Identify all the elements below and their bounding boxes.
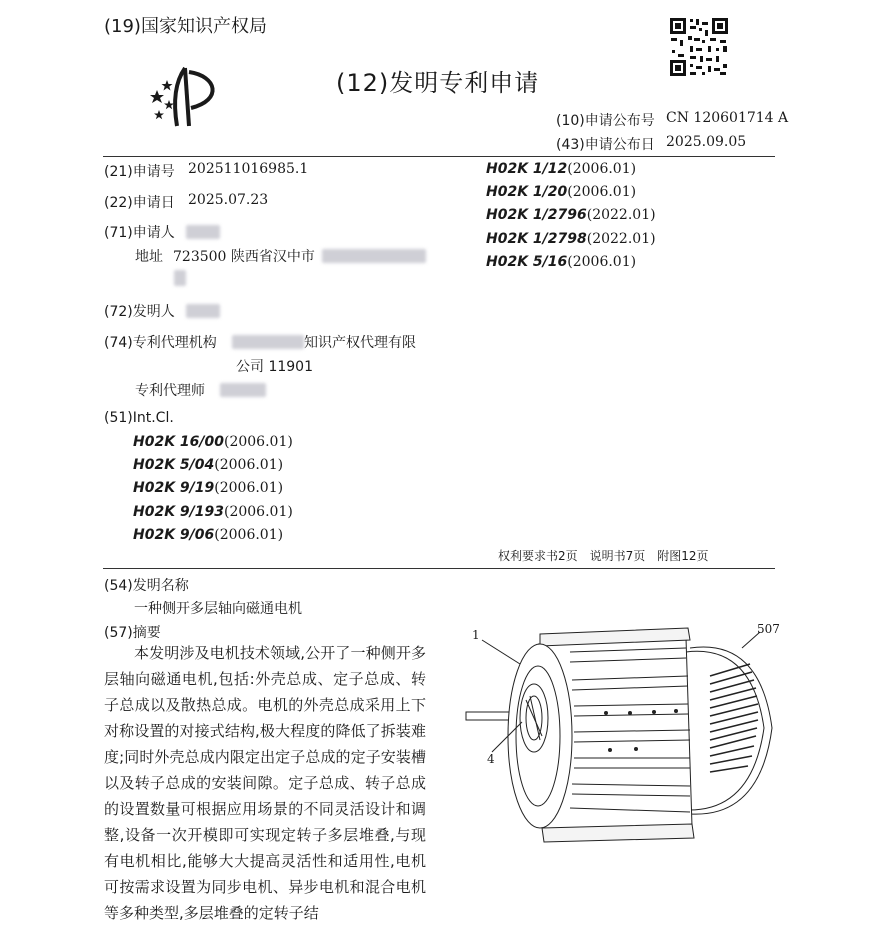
inventor-label: (72)发明人 — [104, 304, 175, 320]
office-name: (19)国家知识产权局 — [104, 16, 267, 37]
agency-suffix: 知识产权代理有限 — [304, 335, 416, 351]
redacted-agent — [220, 383, 266, 397]
header-divider — [103, 156, 775, 157]
cnipa-logo — [145, 62, 227, 132]
applicant-label: (71)申请人 — [104, 225, 175, 241]
redacted-address — [322, 249, 426, 263]
address-label: 地址 — [135, 249, 163, 265]
pub-date-value: 2025.09.05 — [666, 134, 747, 150]
ipc-left-5: H02K 9/06(2006.01) — [133, 527, 284, 543]
ipc-right-2: H02K 1/20(2006.01) — [486, 184, 637, 200]
ipc-right-5: H02K 5/16(2006.01) — [486, 254, 637, 270]
ipc-left-2: H02K 5/04(2006.01) — [133, 457, 284, 473]
ipc-right-4: H02K 1/2798(2022.01) — [486, 231, 656, 247]
ipc-right-1: H02K 1/12(2006.01) — [486, 161, 637, 177]
redacted-applicant — [186, 225, 220, 239]
ref-label-507: 507 — [757, 622, 780, 636]
abstract-label: (57)摘要 — [104, 625, 161, 641]
pub-date-label: (43)申请公布日 — [556, 137, 655, 153]
ipc-left-1: H02K 16/00(2006.01) — [133, 434, 293, 450]
redacted-agency — [232, 335, 304, 349]
ipc-right-3: H02K 1/2796(2022.01) — [486, 207, 656, 223]
ref-label-1: 1 — [472, 628, 480, 642]
app-date-value: 2025.07.23 — [188, 192, 269, 208]
agency-code: 公司 11901 — [236, 359, 313, 375]
ipc-left-3: H02K 9/19(2006.01) — [133, 480, 284, 496]
ref-label-4: 4 — [487, 752, 495, 766]
ipc-left-4: H02K 9/193(2006.01) — [133, 504, 293, 520]
invention-name: 一种侧开多层轴向磁通电机 — [134, 601, 302, 617]
invention-name-label: (54)发明名称 — [104, 578, 189, 594]
abstract-text: 本发明涉及电机技术领域,公开了一种侧开多层轴向磁通电机,包括:外壳总成、定子总成、转子总成以及散热总成。电机的外壳总成采用上下对称设置的对接式结构,极大程度的降低了拆装难度;同时外壳总成内限定出定子总成的定子安装槽以及转子总成的安装间隙。定子总成、转子总成的设置数量可根据应用场景的不同灵活设计和调整,设备一次开模即可实现定转子多层堆叠,与现有电机相比,能够大大提高灵活性和适用性,电机可按需求设置为同步电机、异步电机和混合电机等多种类型,多层堆叠的定转子结 — [104, 644, 426, 922]
agency-label: (74)专利代理机构 — [104, 335, 217, 351]
agent-label: 专利代理师 — [135, 383, 205, 399]
motor-drawing — [460, 618, 790, 900]
redacted-inventor — [186, 304, 220, 318]
intcl-label: (51)Int.Cl. — [104, 410, 174, 426]
pub-no-label: (10)申请公布号 — [556, 113, 655, 129]
document-type-title: (12)发明专利申请 — [336, 69, 540, 97]
app-no-value: 202511016985.1 — [188, 161, 309, 177]
section-divider — [103, 568, 775, 569]
pub-no-value: CN 120601714 A — [666, 110, 789, 126]
app-no-label: (21)申请号 — [104, 164, 175, 180]
redacted-address-2 — [174, 270, 186, 286]
app-date-label: (22)申请日 — [104, 195, 175, 211]
qr-code — [668, 16, 730, 78]
page-counts: 权利要求书2页 说明书7页 附图12页 — [498, 549, 709, 563]
address-value: 723500 陕西省汉中市 — [173, 249, 315, 265]
